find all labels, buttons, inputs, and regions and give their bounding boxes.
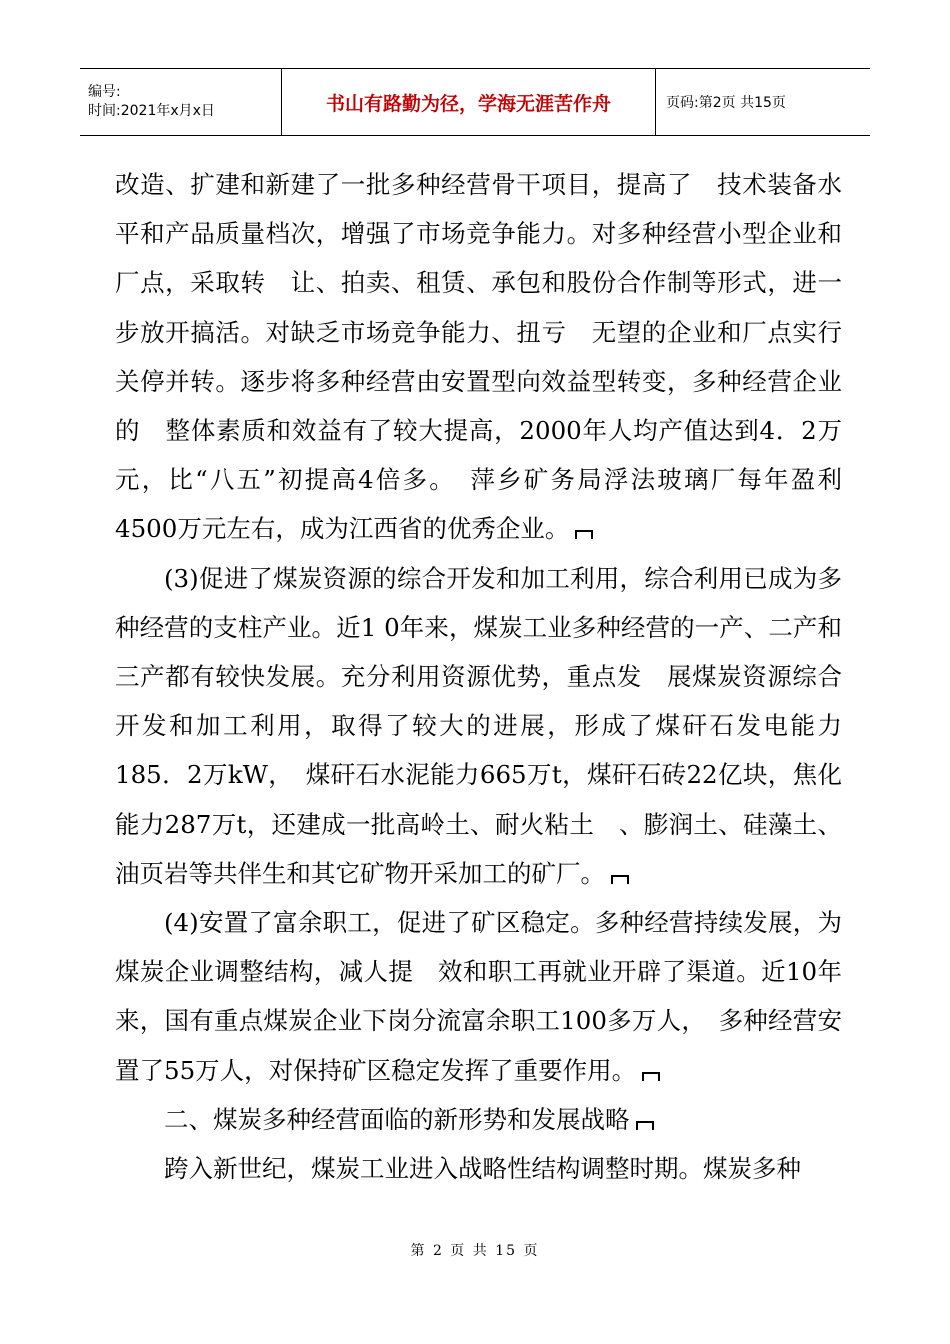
paragraph-mark-icon <box>575 530 593 539</box>
document-number-label: 编号: <box>88 84 121 100</box>
paragraph <box>115 160 842 554</box>
header-page-number: 页码:第2页 共15页 <box>666 95 786 111</box>
paragraph <box>115 898 842 1095</box>
paragraph-text: 跨入新世纪，煤炭工业进入战略性结构调整时期。煤炭多种 <box>164 1154 801 1184</box>
paragraph-mark-icon <box>636 1121 654 1130</box>
paragraph-text: (4)安置了富余职工，促进了矿区稳定。多种经营持续发展，为煤炭企业调整结构，减人提 效和职工再就业开辟了渠道。近10年来，国有重点煤炭企业下岗分流富余职工100多万人， 多种经营安置了55万人，对保持矿区稳定发挥了重要作用。 <box>115 908 842 1085</box>
paragraph-mark-icon <box>611 875 629 884</box>
paragraph-mark-icon <box>642 1072 660 1081</box>
paragraph-text: (3)促进了煤炭资源的综合开发和加工利用，综合利用已成为多种经营的支柱产业。近1 0年来，煤炭工业多种经营的一产、二产和三产都有较快发展。充分利用资源优势，重点发 展煤炭资源综合开发和加工利用，取得了较大的进展，形成了煤矸石发电能力185．2万kW， 煤矸石水泥能力665万t，煤矸石砖22亿块，焦化能力287万t，还建成一批高岭土、耐火粘土 、膨润土、硅藻土、油页岩等共伴生和其它矿物开采加工的矿厂。 <box>115 563 842 888</box>
document-date-label: 时间:2021年x月x日 <box>88 103 215 119</box>
document-body <box>115 160 842 1193</box>
paragraph <box>115 554 842 898</box>
page-footer: 第 2 页 共 15 页 <box>410 1243 540 1259</box>
heading-text: 二、煤炭多种经营面临的新形势和发展战略 <box>164 1104 630 1134</box>
header-motto: 书山有路勤为径，学海无涯苦作舟 <box>282 69 656 135</box>
page-header <box>80 68 870 136</box>
header-meta <box>80 69 282 135</box>
section-heading <box>115 1095 842 1144</box>
paragraph <box>115 1144 842 1193</box>
paragraph-text: 改造、扩建和新建了一批多种经营骨干项目，提高了 技术装备水平和产品质量档次，增强了市场竞争能力。对多种经营小型企业和厂点，采取转 让、拍卖、租赁、承包和股份合作制等形式，进一步放开搞活。对缺乏市场竞争能力、扭亏 无望的企业和厂点实行关停并转。逐步将多种经营由安置型向效益型转变，多种经营企业的 整体素质和效益有了较大提高，2000年人均产值达到4．2万元，比“八五”初提高4倍多。 萍乡矿务局浮法玻璃厂每年盈利4500万元左右，成为江西省的优秀企业。 <box>115 170 842 544</box>
